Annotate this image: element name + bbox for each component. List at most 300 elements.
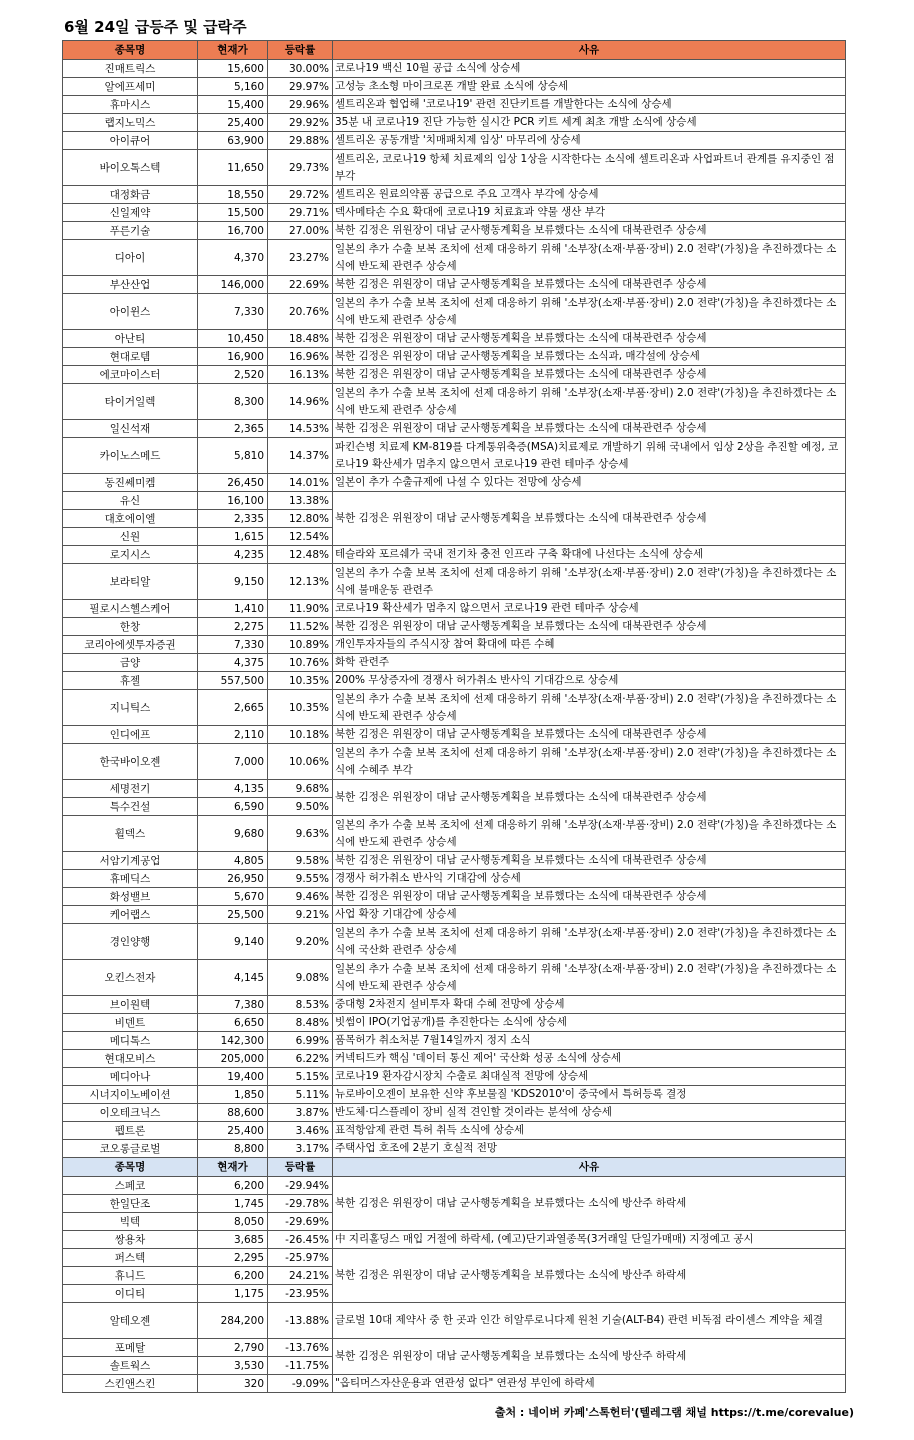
stock-price: 284,200 <box>198 1303 268 1339</box>
stock-price: 2,665 <box>198 690 268 726</box>
header-change: 등락률 <box>268 41 333 60</box>
stock-price: 2,365 <box>198 420 268 438</box>
table-row <box>63 1104 846 1122</box>
stock-price: 2,275 <box>198 618 268 636</box>
stock-name: 바이오톡스텍 <box>63 150 198 186</box>
stock-price: 16,700 <box>198 222 268 240</box>
table-row <box>63 888 846 906</box>
stock-name: 신일제약 <box>63 204 198 222</box>
stock-price: 11,650 <box>198 150 268 186</box>
stock-reason: 북한 김정은 위원장이 대남 군사행동계획을 보류했다는 소식에 대북관련주 상승세 <box>333 222 846 240</box>
table-row <box>63 636 846 654</box>
stock-price: 7,380 <box>198 996 268 1014</box>
stock-name: 타이거일렉 <box>63 384 198 420</box>
table-row <box>63 1014 846 1032</box>
stock-change: 27.00% <box>268 222 333 240</box>
stock-change: 29.71% <box>268 204 333 222</box>
stock-reason: 북한 김정은 위원장이 대남 군사행동계획을 보류했다는 소식에 대북관련주 상승세 <box>333 366 846 384</box>
stock-price: 3,685 <box>198 1231 268 1249</box>
stock-price: 4,370 <box>198 240 268 276</box>
stock-name: 현대모비스 <box>63 1050 198 1068</box>
table-row <box>63 654 846 672</box>
stock-change: 14.53% <box>268 420 333 438</box>
table-row <box>63 1086 846 1104</box>
stock-change: 29.73% <box>268 150 333 186</box>
stock-reason: 일본의 추가 수출 보복 조치에 선제 대응하기 위해 '소부장(소재·부품·장비) 2.0 전략'(가칭)을 추진하겠다는 소식에 반도체 관련주 상승세 <box>333 240 846 276</box>
stock-change: 16.96% <box>268 348 333 366</box>
stock-reason: 뉴로바이오젠이 보유한 신약 후보물질 'KDS2010'이 중국에서 특허등록 결정 <box>333 1086 846 1104</box>
stock-name: 대정화금 <box>63 186 198 204</box>
stock-name: 메디아나 <box>63 1068 198 1086</box>
stock-name: 부산산업 <box>63 276 198 294</box>
stock-reason: 일본의 추가 수출 보복 조치에 선제 대응하기 위해 '소부장(소재·부품·장비) 2.0 전략'(가칭)을 추진하겠다는 소식에 반도체 관련주 상승세 <box>333 294 846 330</box>
stock-change: -29.69% <box>268 1213 333 1231</box>
stock-change: -11.75% <box>268 1357 333 1375</box>
losers-body <box>63 1177 846 1393</box>
stock-reason: 일본의 추가 수출 보복 조치에 선제 대응하기 위해 '소부장(소재·부품·장비) 2.0 전략'(가칭)을 추진하겠다는 소식에 반도체 관련주 상승세 <box>333 960 846 996</box>
stock-name: 카이노스메드 <box>63 438 198 474</box>
stock-reason: 中 지리홀딩스 매입 거절에 하락세, (예고)단기과열종목(3거래일 단일가매매) 지정예고 공시 <box>333 1231 846 1249</box>
stock-name: 스페코 <box>63 1177 198 1195</box>
stock-reason: 중대형 2차전지 설비투자 확대 수혜 전망에 상승세 <box>333 996 846 1014</box>
stock-name: 보라티알 <box>63 564 198 600</box>
stock-change: 9.20% <box>268 924 333 960</box>
stock-price: 2,295 <box>198 1249 268 1267</box>
stock-name: 한창 <box>63 618 198 636</box>
stock-name: 포메탈 <box>63 1339 198 1357</box>
stock-name: 디아이 <box>63 240 198 276</box>
stock-price: 16,100 <box>198 492 268 510</box>
stock-price: 5,670 <box>198 888 268 906</box>
table-row <box>63 816 846 852</box>
stock-price: 320 <box>198 1375 268 1393</box>
table-row <box>63 276 846 294</box>
stock-change: 10.35% <box>268 690 333 726</box>
stock-price: 9,150 <box>198 564 268 600</box>
table-row <box>63 852 846 870</box>
table-row <box>63 240 846 276</box>
source-note: 출처 : 네이버 카페'스톡헌터'(텔레그램 채널 https://t.me/corevalue) <box>494 1406 854 1419</box>
stock-change: 9.63% <box>268 816 333 852</box>
stock-name: 이오테크닉스 <box>63 1104 198 1122</box>
stock-change: 9.50% <box>268 798 333 816</box>
table-row <box>63 1032 846 1050</box>
stock-price: 6,590 <box>198 798 268 816</box>
stock-price: 142,300 <box>198 1032 268 1050</box>
stock-change: 10.06% <box>268 744 333 780</box>
stock-reason: 셀트리온 공동개발 '치매패치제 임상' 마무리에 상승세 <box>333 132 846 150</box>
stock-price: 1,745 <box>198 1195 268 1213</box>
stock-reason: 북한 김정은 위원장이 대남 군사행동계획을 보류했다는 소식에 방산주 하락세 <box>333 1249 846 1303</box>
stock-name: 한일단조 <box>63 1195 198 1213</box>
stock-name: 퍼스텍 <box>63 1249 198 1267</box>
stock-change: 10.76% <box>268 654 333 672</box>
stock-name: 펩트론 <box>63 1122 198 1140</box>
stock-price: 15,600 <box>198 60 268 78</box>
table-row <box>63 1068 846 1086</box>
table-row <box>63 564 846 600</box>
stock-reason: 테슬라와 포르쉐가 국내 전기차 충전 인프라 구축 확대에 나선다는 소식에 상승세 <box>333 546 846 564</box>
stock-name: 로지시스 <box>63 546 198 564</box>
stock-name: 휠덱스 <box>63 816 198 852</box>
stock-reason: 북한 김정은 위원장이 대남 군사행동계획을 보류했다는 소식에 대북관련주 상승세 <box>333 852 846 870</box>
stock-price: 6,650 <box>198 1014 268 1032</box>
table-row <box>63 330 846 348</box>
stock-change: -29.94% <box>268 1177 333 1195</box>
stock-name: 알테오젠 <box>63 1303 198 1339</box>
stock-change: 3.17% <box>268 1140 333 1158</box>
stock-reason: 셀트리온과 협업해 '코로나19' 관련 진단키트를 개발한다는 소식에 상승세 <box>333 96 846 114</box>
table-row <box>63 1249 846 1267</box>
stock-change: 5.11% <box>268 1086 333 1104</box>
stock-price: 2,520 <box>198 366 268 384</box>
stock-name: 코오롱글로벌 <box>63 1140 198 1158</box>
stock-reason: 일본의 추가 수출 보복 조치에 선제 대응하기 위해 '소부장(소재·부품·장비) 2.0 전략'(가칭)을 추진하겠다는 소식에 반도체 관련주 상승세 <box>333 816 846 852</box>
stock-price: 1,410 <box>198 600 268 618</box>
table-row <box>63 672 846 690</box>
stock-change: 16.13% <box>268 366 333 384</box>
header-reason: 사유 <box>333 41 846 60</box>
stock-change: 12.80% <box>268 510 333 528</box>
stock-change: 20.76% <box>268 294 333 330</box>
stock-price: 4,375 <box>198 654 268 672</box>
stock-change: 10.18% <box>268 726 333 744</box>
stock-reason: "옵티머스자산운용과 연관성 없다" 연관성 부인에 하락세 <box>333 1375 846 1393</box>
stock-reason: 사업 확장 기대감에 상승세 <box>333 906 846 924</box>
stock-price: 9,140 <box>198 924 268 960</box>
stock-name: 랩지노믹스 <box>63 114 198 132</box>
table-row <box>63 492 846 510</box>
table-row <box>63 384 846 420</box>
page-title: 6월 24일 급등주 및 급락주 <box>64 18 247 36</box>
stock-change: 6.22% <box>268 1050 333 1068</box>
stock-price: 15,500 <box>198 204 268 222</box>
stock-name: 지니틱스 <box>63 690 198 726</box>
table-row <box>63 474 846 492</box>
stock-change: 9.21% <box>268 906 333 924</box>
stock-reason: 개인투자자들의 주식시장 참여 확대에 따른 수혜 <box>333 636 846 654</box>
stock-change: 30.00% <box>268 60 333 78</box>
stock-name: 메디톡스 <box>63 1032 198 1050</box>
stock-price: 15,400 <box>198 96 268 114</box>
stock-price: 4,135 <box>198 780 268 798</box>
stock-reason: 일본의 추가 수출 보복 조치에 선제 대응하기 위해 '소부장(소재·부품·장비) 2.0 전략'(가칭)을 추진하겠다는 소식에 반도체 관련주 상승세 <box>333 690 846 726</box>
header-name: 종목명 <box>63 1158 198 1177</box>
stock-name: 휴메딕스 <box>63 870 198 888</box>
stock-change: -29.78% <box>268 1195 333 1213</box>
stock-change: 6.99% <box>268 1032 333 1050</box>
stock-name: 일신석재 <box>63 420 198 438</box>
table-row <box>63 780 846 798</box>
stock-reason: 빗썸이 IPO(기업공개)를 추진한다는 소식에 상승세 <box>333 1014 846 1032</box>
stock-reason: 코로나19 확산세가 멈추지 않으면서 코로나19 관련 테마주 상승세 <box>333 600 846 618</box>
stock-change: 3.46% <box>268 1122 333 1140</box>
stock-price: 2,790 <box>198 1339 268 1357</box>
stock-name: 이디티 <box>63 1285 198 1303</box>
losers-header <box>63 1158 846 1177</box>
stock-change: 10.89% <box>268 636 333 654</box>
stock-price: 10,450 <box>198 330 268 348</box>
stock-change: 14.01% <box>268 474 333 492</box>
stock-price: 8,800 <box>198 1140 268 1158</box>
stock-change: 10.35% <box>268 672 333 690</box>
table-row <box>63 618 846 636</box>
stock-name: 아난티 <box>63 330 198 348</box>
stock-reason: 글로벌 10대 제약사 중 한 곳과 인간 히알루로니다제 원천 기술(ALT-B4) 관련 비독점 라이센스 계약을 체결 <box>333 1303 846 1339</box>
stock-reason: 북한 김정은 위원장이 대남 군사행동계획을 보류했다는 소식에 대북관련주 상승세 <box>333 726 846 744</box>
stock-price: 4,235 <box>198 546 268 564</box>
table-row <box>63 1231 846 1249</box>
stock-price: 146,000 <box>198 276 268 294</box>
stock-price: 557,500 <box>198 672 268 690</box>
stock-price: 2,110 <box>198 726 268 744</box>
table-row <box>63 1339 846 1357</box>
table-row <box>63 600 846 618</box>
table-row <box>63 1122 846 1140</box>
stock-name: 세명전기 <box>63 780 198 798</box>
stock-price: 5,810 <box>198 438 268 474</box>
table-row <box>63 132 846 150</box>
table-row <box>63 870 846 888</box>
stock-price: 25,400 <box>198 1122 268 1140</box>
stock-reason: 고성능 초소형 마이크로폰 개발 완료 소식에 상승세 <box>333 78 846 96</box>
stock-name: 알에프세미 <box>63 78 198 96</box>
stock-reason: 북한 김정은 위원장이 대남 군사행동계획을 보류했다는 소식에 대북관련주 상승세 <box>333 330 846 348</box>
gainers-body <box>63 60 846 1158</box>
stock-change: 23.27% <box>268 240 333 276</box>
stock-name: 휴마시스 <box>63 96 198 114</box>
stock-price: 16,900 <box>198 348 268 366</box>
stock-reason: 코로나19 백신 10월 공급 소식에 상승세 <box>333 60 846 78</box>
stock-price: 5,160 <box>198 78 268 96</box>
stock-price: 26,950 <box>198 870 268 888</box>
table-row <box>63 60 846 78</box>
stock-change: -23.95% <box>268 1285 333 1303</box>
stock-change: -13.88% <box>268 1303 333 1339</box>
stock-change: 29.97% <box>268 78 333 96</box>
table-row <box>63 96 846 114</box>
stock-change: 29.92% <box>268 114 333 132</box>
stock-name: 푸른기술 <box>63 222 198 240</box>
stock-change: 11.52% <box>268 618 333 636</box>
stock-reason: 코로나19 환자감시장치 수출로 최대실적 전망에 상승세 <box>333 1068 846 1086</box>
table-row <box>63 960 846 996</box>
stock-change: -13.76% <box>268 1339 333 1357</box>
stock-reason: 표적항암제 관련 특허 취득 소식에 상승세 <box>333 1122 846 1140</box>
header-reason: 사유 <box>333 1158 846 1177</box>
stock-name: 쌍용차 <box>63 1231 198 1249</box>
stock-reason: 북한 김정은 위원장이 대남 군사행동계획을 보류했다는 소식에 방산주 하락세 <box>333 1177 846 1231</box>
stock-name: 오킨스전자 <box>63 960 198 996</box>
stock-name: 대호에이엘 <box>63 510 198 528</box>
table-row <box>63 222 846 240</box>
stock-name: 아이큐어 <box>63 132 198 150</box>
stock-reason: 200% 무상증자에 경쟁사 허가취소 반사익 기대감으로 상승세 <box>333 672 846 690</box>
stock-name: 코리아에셋투자증권 <box>63 636 198 654</box>
header-name: 종목명 <box>63 41 198 60</box>
stock-reason: 셀트리온, 코로나19 항체 치료제의 임상 1상을 시작한다는 소식에 셀트리온과 사업파트너 관계를 유지중인 점 부각 <box>333 150 846 186</box>
table-row <box>63 690 846 726</box>
stock-name: 경인양행 <box>63 924 198 960</box>
stock-price: 1,850 <box>198 1086 268 1104</box>
stock-reason: 북한 김정은 위원장이 대남 군사행동계획을 보류했다는 소식에 대북관련주 상승세 <box>333 780 846 816</box>
stock-reason: 화학 관련주 <box>333 654 846 672</box>
stock-reason: 주택사업 호조에 2분기 호실적 전망 <box>333 1140 846 1158</box>
stock-change: 12.13% <box>268 564 333 600</box>
stock-name: 케어랩스 <box>63 906 198 924</box>
stock-reason: 일본의 추가 수출 보복 조치에 선제 대응하기 위해 '소부장(소재·부품·장비) 2.0 전략'(가칭)을 추진하겠다는 소식에 불매운동 관련주 <box>333 564 846 600</box>
stock-price: 25,500 <box>198 906 268 924</box>
table-row <box>63 726 846 744</box>
stock-change: 8.53% <box>268 996 333 1014</box>
table-row <box>63 924 846 960</box>
stock-reason: 북한 김정은 위원장이 대남 군사행동계획을 보류했다는 소식에 대북관련주 상승세 <box>333 276 846 294</box>
stock-price: 26,450 <box>198 474 268 492</box>
stock-change: 14.96% <box>268 384 333 420</box>
stock-name: 특수건설 <box>63 798 198 816</box>
stock-reason: 셀트리온 원료의약품 공급으로 주요 고객사 부각에 상승세 <box>333 186 846 204</box>
table-row <box>63 546 846 564</box>
stock-name: 휴젤 <box>63 672 198 690</box>
table-row <box>63 420 846 438</box>
stock-change: 22.69% <box>268 276 333 294</box>
stock-change: 11.90% <box>268 600 333 618</box>
stock-name: 스킨앤스킨 <box>63 1375 198 1393</box>
table-row <box>63 348 846 366</box>
table-row <box>63 1140 846 1158</box>
stock-price: 8,050 <box>198 1213 268 1231</box>
stock-change: 18.48% <box>268 330 333 348</box>
stock-name: 휴니드 <box>63 1267 198 1285</box>
stock-change: 5.15% <box>268 1068 333 1086</box>
stock-name: 빅텍 <box>63 1213 198 1231</box>
stock-price: 4,145 <box>198 960 268 996</box>
stock-change: 29.88% <box>268 132 333 150</box>
table-row <box>63 1050 846 1068</box>
stock-change: 29.96% <box>268 96 333 114</box>
header-price: 현재가 <box>198 1158 268 1177</box>
stock-change: 29.72% <box>268 186 333 204</box>
stock-reason: 일본의 추가 수출 보복 조치에 선제 대응하기 위해 '소부장(소재·부품·장비) 2.0 전략'(가칭)을 추진하겠다는 소식에 반도체 관련주 상승세 <box>333 384 846 420</box>
stock-reason: 일본이 추가 수출규제에 나설 수 있다는 전망에 상승세 <box>333 474 846 492</box>
stock-name: 시너지이노베이션 <box>63 1086 198 1104</box>
stock-price: 7,330 <box>198 636 268 654</box>
stock-name: 에코마이스터 <box>63 366 198 384</box>
stock-name: 진매트릭스 <box>63 60 198 78</box>
stock-change: 14.37% <box>268 438 333 474</box>
stock-reason: 북한 김정은 위원장이 대남 군사행동계획을 보류했다는 소식에 대북관련주 상승세 <box>333 618 846 636</box>
stock-price: 1,615 <box>198 528 268 546</box>
stock-name: 브이원텍 <box>63 996 198 1014</box>
stock-reason: 북한 김정은 위원장이 대남 군사행동계획을 보류했다는 소식에 방산주 하락세 <box>333 1339 846 1375</box>
stock-reason: 북한 김정은 위원장이 대남 군사행동계획을 보류했다는 소식에 대북관련주 상승세 <box>333 492 846 546</box>
stock-price: 2,335 <box>198 510 268 528</box>
table-row <box>63 78 846 96</box>
stock-change: 9.58% <box>268 852 333 870</box>
stock-price: 18,550 <box>198 186 268 204</box>
stock-reason: 일본의 추가 수출 보복 조치에 선제 대응하기 위해 '소부장(소재·부품·장비) 2.0 전략'(가칭)을 추진하겠다는 소식에 수혜주 부각 <box>333 744 846 780</box>
table-row <box>63 186 846 204</box>
table-row <box>63 294 846 330</box>
stock-change: 12.48% <box>268 546 333 564</box>
stock-price: 4,805 <box>198 852 268 870</box>
stock-change: 3.87% <box>268 1104 333 1122</box>
stock-price: 1,175 <box>198 1285 268 1303</box>
table-row <box>63 366 846 384</box>
stock-reason: 북한 김정은 위원장이 대남 군사행동계획을 보류했다는 소식에 대북관련주 상승세 <box>333 420 846 438</box>
stock-price: 6,200 <box>198 1267 268 1285</box>
stock-price: 19,400 <box>198 1068 268 1086</box>
table-row <box>63 744 846 780</box>
stock-change: 9.55% <box>268 870 333 888</box>
stock-name: 동진쎄미켐 <box>63 474 198 492</box>
stock-name: 비덴트 <box>63 1014 198 1032</box>
stock-change: 9.46% <box>268 888 333 906</box>
stock-price: 63,900 <box>198 132 268 150</box>
table-row <box>63 150 846 186</box>
stock-name: 인디에프 <box>63 726 198 744</box>
table-row <box>63 1303 846 1339</box>
stock-change: 8.48% <box>268 1014 333 1032</box>
stock-name: 현대로템 <box>63 348 198 366</box>
table-row <box>63 204 846 222</box>
stock-change: -9.09% <box>268 1375 333 1393</box>
stock-reason: 북한 김정은 위원장이 대남 군사행동계획을 보류했다는 소식과, 매각설에 상승세 <box>333 348 846 366</box>
stock-reason: 덱사메타손 수요 확대에 코로나19 치료효과 약물 생산 부각 <box>333 204 846 222</box>
header-change: 등락률 <box>268 1158 333 1177</box>
table-row <box>63 1375 846 1393</box>
stock-change: 13.38% <box>268 492 333 510</box>
stock-price: 205,000 <box>198 1050 268 1068</box>
stock-price: 8,300 <box>198 384 268 420</box>
stock-reason: 품목허가 취소처분 7월14일까지 정지 소식 <box>333 1032 846 1050</box>
stock-name: 솔트웍스 <box>63 1357 198 1375</box>
stock-name: 화성밸브 <box>63 888 198 906</box>
table-row <box>63 906 846 924</box>
stock-price: 7,000 <box>198 744 268 780</box>
stock-name: 신원 <box>63 528 198 546</box>
stock-name: 한국바이오젠 <box>63 744 198 780</box>
gainers-table <box>62 40 846 1393</box>
header-price: 현재가 <box>198 41 268 60</box>
stock-reason: 북한 김정은 위원장이 대남 군사행동계획을 보류했다는 소식에 대북관련주 상승세 <box>333 888 846 906</box>
stock-name: 유신 <box>63 492 198 510</box>
stock-change: 12.54% <box>268 528 333 546</box>
stock-price: 7,330 <box>198 294 268 330</box>
stock-price: 88,600 <box>198 1104 268 1122</box>
stock-reason: 일본의 추가 수출 보복 조치에 선제 대응하기 위해 '소부장(소재·부품·장비) 2.0 전략'(가칭)을 추진하겠다는 소식에 국산화 관련주 상승세 <box>333 924 846 960</box>
stock-name: 금양 <box>63 654 198 672</box>
stock-change: 24.21% <box>268 1267 333 1285</box>
stock-price: 9,680 <box>198 816 268 852</box>
table-row <box>63 996 846 1014</box>
stock-change: -25.97% <box>268 1249 333 1267</box>
stock-reason: 파킨슨병 치료제 KM-819를 다계통위축증(MSA)치료제로 개발하기 위해 국내에서 임상 2상을 추진할 예정, 코로나19 확산세가 멈추지 않으면서 코로나19 관련 테마주 상승세 <box>333 438 846 474</box>
stock-name: 서암기계공업 <box>63 852 198 870</box>
table-row <box>63 438 846 474</box>
stock-name: 아이윈스 <box>63 294 198 330</box>
gainers-header <box>63 41 846 60</box>
stock-reason: 35분 내 코로나19 진단 가능한 실시간 PCR 키트 세계 최초 개발 소식에 상승세 <box>333 114 846 132</box>
stock-reason: 커넥티드카 핵심 '데이터 통신 제어' 국산화 성공 소식에 상승세 <box>333 1050 846 1068</box>
stock-name: 필로시스헬스케어 <box>63 600 198 618</box>
stock-reason: 경쟁사 허가취소 반사익 기대감에 상승세 <box>333 870 846 888</box>
table-row <box>63 1177 846 1195</box>
stock-price: 6,200 <box>198 1177 268 1195</box>
stock-change: -26.45% <box>268 1231 333 1249</box>
stock-price: 25,400 <box>198 114 268 132</box>
stock-change: 9.68% <box>268 780 333 798</box>
